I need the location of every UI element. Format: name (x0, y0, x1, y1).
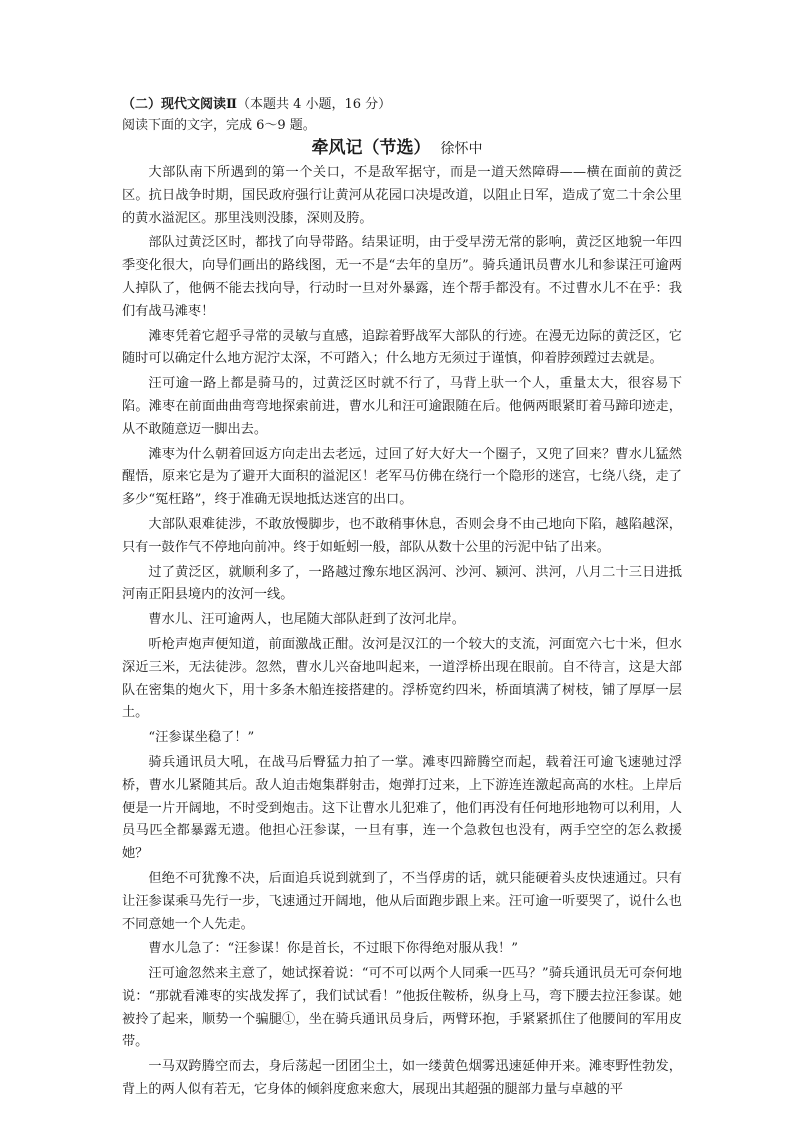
paragraph: 滩枣为什么朝着回返方向走出去老远，过回了好大好大一个圈子，又兜了回来？曹水儿猛然醒悟，原来它是为了避开大面积的溢泥区！老军马仿佛在绕行一个隐形的迷宫，七绕八绕，走了多少“冤枉路”，终于准确无误地抵达迷宫的出口。 (122, 446, 682, 508)
paragraph: 曹水儿、汪可逾两人，也尾随大部队赶到了汝河北岸。 (148, 612, 465, 628)
paragraph: 曹水儿急了：“汪参谋！你是首长，不过眼下你得绝对服从我！” (148, 941, 518, 957)
section-heading: （二）现代文阅读Ⅱ (122, 97, 237, 112)
paragraph: 过了黄泛区，就顺利多了，一路越过豫东地区涡河、沙河、颍河、洪河，八月二十三日进抵河南正阳县境内的汝河一线。 (122, 564, 682, 603)
paragraph: 大部队艰难徒涉，不敢放慢脚步，也不敢稍事休息，否则会身不由己地向下陷，越陷越深，只有一鼓作气不停地向前冲。终于如蚯蚓一般，部队从数十公里的污泥中钻了出来。 (122, 516, 682, 555)
paragraph: 滩枣凭着它超乎寻常的灵敏与直感，追踪着野战军大部队的行迹。在漫无边际的黄泛区，它随时可以确定什么地方泥泞太深，不可踏入；什么地方无须过于谨慎，仰着脖颈蹚过去就是。 (122, 328, 682, 367)
paragraph: 但绝不可犹豫不决，后面追兵说到就到了，不当俘虏的话，就只能硬着头皮快速通过。只有让汪参谋乘马先行一步，飞速通过开阔地，他从后面跑步跟上来。汪可逾一听要哭了，说什么也不同意她一个人先走。 (122, 870, 682, 932)
article-title-row (0, 135, 794, 162)
paragraph: 大部队南下所遇到的第一个关口，不是敌军据守，而是一道天然障碍——横在面前的黄泛区。抗日战争时期，国民政府强行让黄河从花园口决堤改道，以阻止日军，造成了宽二十余公里的黄水溢泥区。那里浅则没膝，深则及胯。 (122, 165, 682, 226)
paragraph: “汪参谋坐稳了！” (148, 730, 255, 746)
article-title: 牵风记（节选） (311, 138, 431, 158)
paragraph: 汪可逾一路上都是骑马的，过黄泛区时就不行了，马背上驮一个人，重量太大，很容易下陷。滩枣在前面曲曲弯弯地探索前进，曹水儿和汪可逾跟随在后。他俩两眼紧盯着马蹄印迹走，从不敢随意迈一脚出去。 (122, 376, 682, 437)
paragraph: 骑兵通讯员大吼，在战马后臀猛力拍了一掌。滩枣四蹄腾空而起，载着汪可逾飞速驰过浮桥，曹水儿紧随其后。敌人迫击炮集群射击，炮弹打过来，上下游连连激起高高的水柱。上岸后便是一片开阔地，不时受到炮击。这下让曹水儿犯难了，他们再没有任何地形地物可以利用，人员马匹全都暴露无遗。他担心汪参谋，一旦有事，连一个急救包也没有，两手空空的怎么救援她？ (122, 754, 682, 862)
section-heading-line (122, 95, 682, 115)
paragraph: 汪可逾忽然来主意了，她试探着说：“可不可以两个人同乘一匹马？”骑兵通讯员无可奈何地说：“那就看滩枣的实战发挥了，我们试试看！”他扳住鞍桥，纵身上马，弯下腰去拉汪参谋。她被拎了起来，顺势一个骗腿①，坐在骑兵通讯员身后，两臂环抱，手紧紧抓住了他腰间的军用皮带。 (122, 966, 682, 1050)
article-author: 徐怀中 (440, 141, 483, 157)
paragraph: 部队过黄泛区时，都找了向导带路。结果证明，由于受早涝无常的影响，黄泛区地貌一年四季变化很大，向导们画出的路线图，无一不是“去年的皇历”。骑兵通讯员曹水儿和参谋汪可逾两人掉队了，他俩不能去找向导，行动时一旦对外暴露，连个帮手都没有。不过曹水儿不在乎：我们有战马滩枣！ (122, 235, 682, 319)
section-heading-note: （本题共 4 小题，16 分） (236, 97, 392, 112)
reading-instruction: 阅读下面的文字，完成 6～9 题。 (122, 118, 316, 133)
article-body (122, 162, 682, 1102)
paragraph: 听枪声炮声便知道，前面激战正酣。汝河是汉江的一个较大的支流，河面宽六七十米，但水深近三米，无法徒涉。忽然，曹水儿兴奋地叫起来，一道浮桥出现在眼前。自不待言，这是大部队在密集的炮火下，用十多条木船连接搭建的。浮桥宽约四米，桥面填满了树枝，铺了厚厚一层土。 (122, 636, 682, 721)
paragraph: 一马双跨腾空而去，身后荡起一团团尘土，如一缕黄色烟雾迅速延伸开来。滩枣野性勃发，背上的两人似有若无，它身体的倾斜度愈来愈大，展现出其超强的腿部力量与卓越的平 (122, 1059, 682, 1098)
